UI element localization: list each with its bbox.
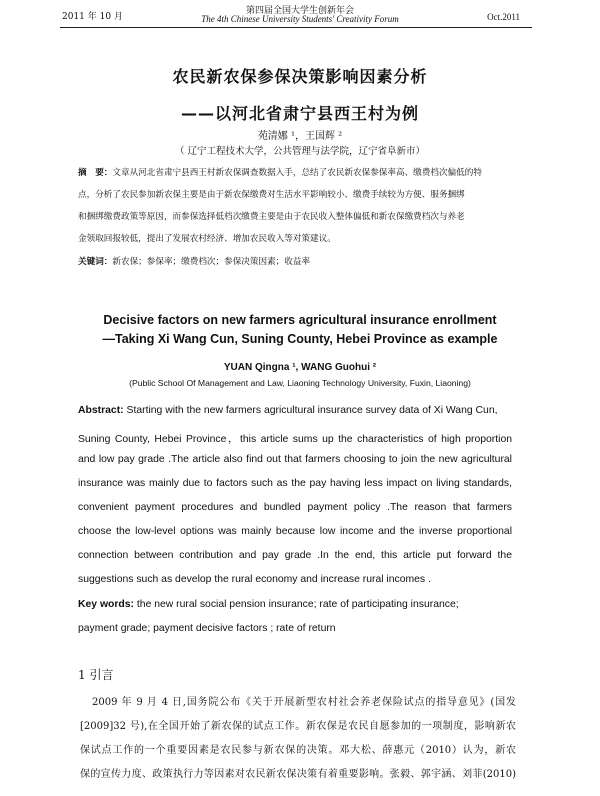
keywords-en-line: payment grade; payment decisive factors ; rate of return: [78, 623, 336, 634]
authors-en: YUAN Qingna ¹, WANG Guohui ²: [223, 362, 377, 373]
abstract-en-line: insurance was mainly due to factors such as the pay having less impact on living standards,: [78, 478, 512, 489]
body-paragraph-line: 2009 年 9 月 4 日,国务院公布《关于开展新型农村社会养老保险试点的指导意见》(国发: [92, 697, 516, 708]
abstract-cn-line: 点，分析了农民参加新农保主要是由于新农保缴费对生活水平影响较小、缴费手续较为方便、服务捆绑: [78, 190, 465, 200]
authors-cn: 苑清娜 ¹，王国辉 ²: [257, 131, 343, 142]
abstract-en-line: Suning County, Hebei Province，this article sums up the characteristics of high proportion: [78, 434, 512, 445]
paper-title-en: Decisive factors on new farmers agricultural insurance enrollment: [103, 313, 497, 327]
paper-title-cn: 农民新农保参保决策影响因素分析: [172, 67, 428, 86]
abstract-cn-line: 和捆绑缴费政策等原因，而参保选择低档次缴费主要是由于农民收入整体偏低和新农保缴费档次与养老: [78, 212, 465, 222]
abstract-en-line: suggestions such as develop the rural economy and increase rural incomes .: [78, 574, 431, 585]
abstract-en-line: choose the low-level options was mainly because low income and the inverse proportional: [78, 526, 512, 537]
body-paragraph-line: 保的宣传力度、政策执行力等因素对农民新农保决策有着重要影响。张毅、郭宇涵、刘菲(2010): [80, 769, 516, 780]
keywords-cn-label: 关键词：: [78, 257, 113, 267]
header-conference-cn: 第四届全国大学生创新年会: [245, 6, 354, 16]
body-paragraph-line: [2009]32 号),在全国开始了新农保的试点工作。新农保是农民自愿参加的一项制度，影响新农: [80, 721, 516, 732]
abstract-en-label: Abstract:: [78, 405, 124, 416]
abstract-cn-label: 摘 要：: [78, 168, 113, 178]
header-date-en: Oct.2011: [487, 12, 520, 22]
abstract-en-line: connection between contribution and pay grade .In the end, this article put forward the: [78, 550, 512, 561]
body-paragraph-line: 保试点工作的一个重要因素是农民参与新农保的决策。邓大松、薛惠元（2010）认为，新农: [80, 745, 516, 756]
affiliation-cn: （ 辽宁工程技术大学，公共管理与法学院，辽宁省阜新市）: [174, 146, 426, 157]
keywords-en: Key words: the new rural social pension insurance; rate of participating insurance;: [78, 599, 459, 610]
keywords-cn: 关键词：新农保；参保率；缴费档次；参保决策因素；收益率: [78, 257, 311, 267]
affiliation-en: (Public School Of Management and Law, Liaoning Technology University, Fuxin, Liaoning): [129, 378, 471, 388]
header-rule: [60, 27, 532, 28]
abstract-en-line: and low pay grade .The article also find out that farmers choosing to join the new agricultural: [78, 454, 512, 465]
abstract-cn-line: 摘 要：文章从河北省肃宁县西王村新农保调查数据入手，总结了农民新农保参保率高、缴费档次偏低的特: [78, 168, 482, 178]
abstract-en-line: convenient payment procedures and bundled payment policy .The reason that farmers: [78, 502, 512, 513]
abstract-cn-line: 金领取回报较低，提出了发展农村经济、增加农民收入等对策建议。: [78, 234, 336, 244]
paper-subtitle-cn: ——以河北省肃宁县西王村为例: [180, 104, 419, 123]
paper-subtitle-en: —Taking Xi Wang Cun, Suning County, Hebei Province as example: [102, 332, 498, 346]
abstract-en-line: Abstract: Starting with the new farmers agricultural insurance survey data of Xi Wang Cun,: [78, 405, 498, 416]
keywords-en-label: Key words:: [78, 599, 135, 610]
header-conference-en: The 4th Chinese University Students' Creativity Forum: [201, 14, 399, 24]
header-date: 2011 年 10 月: [62, 12, 123, 22]
section-heading: 1 引言: [78, 668, 114, 682]
